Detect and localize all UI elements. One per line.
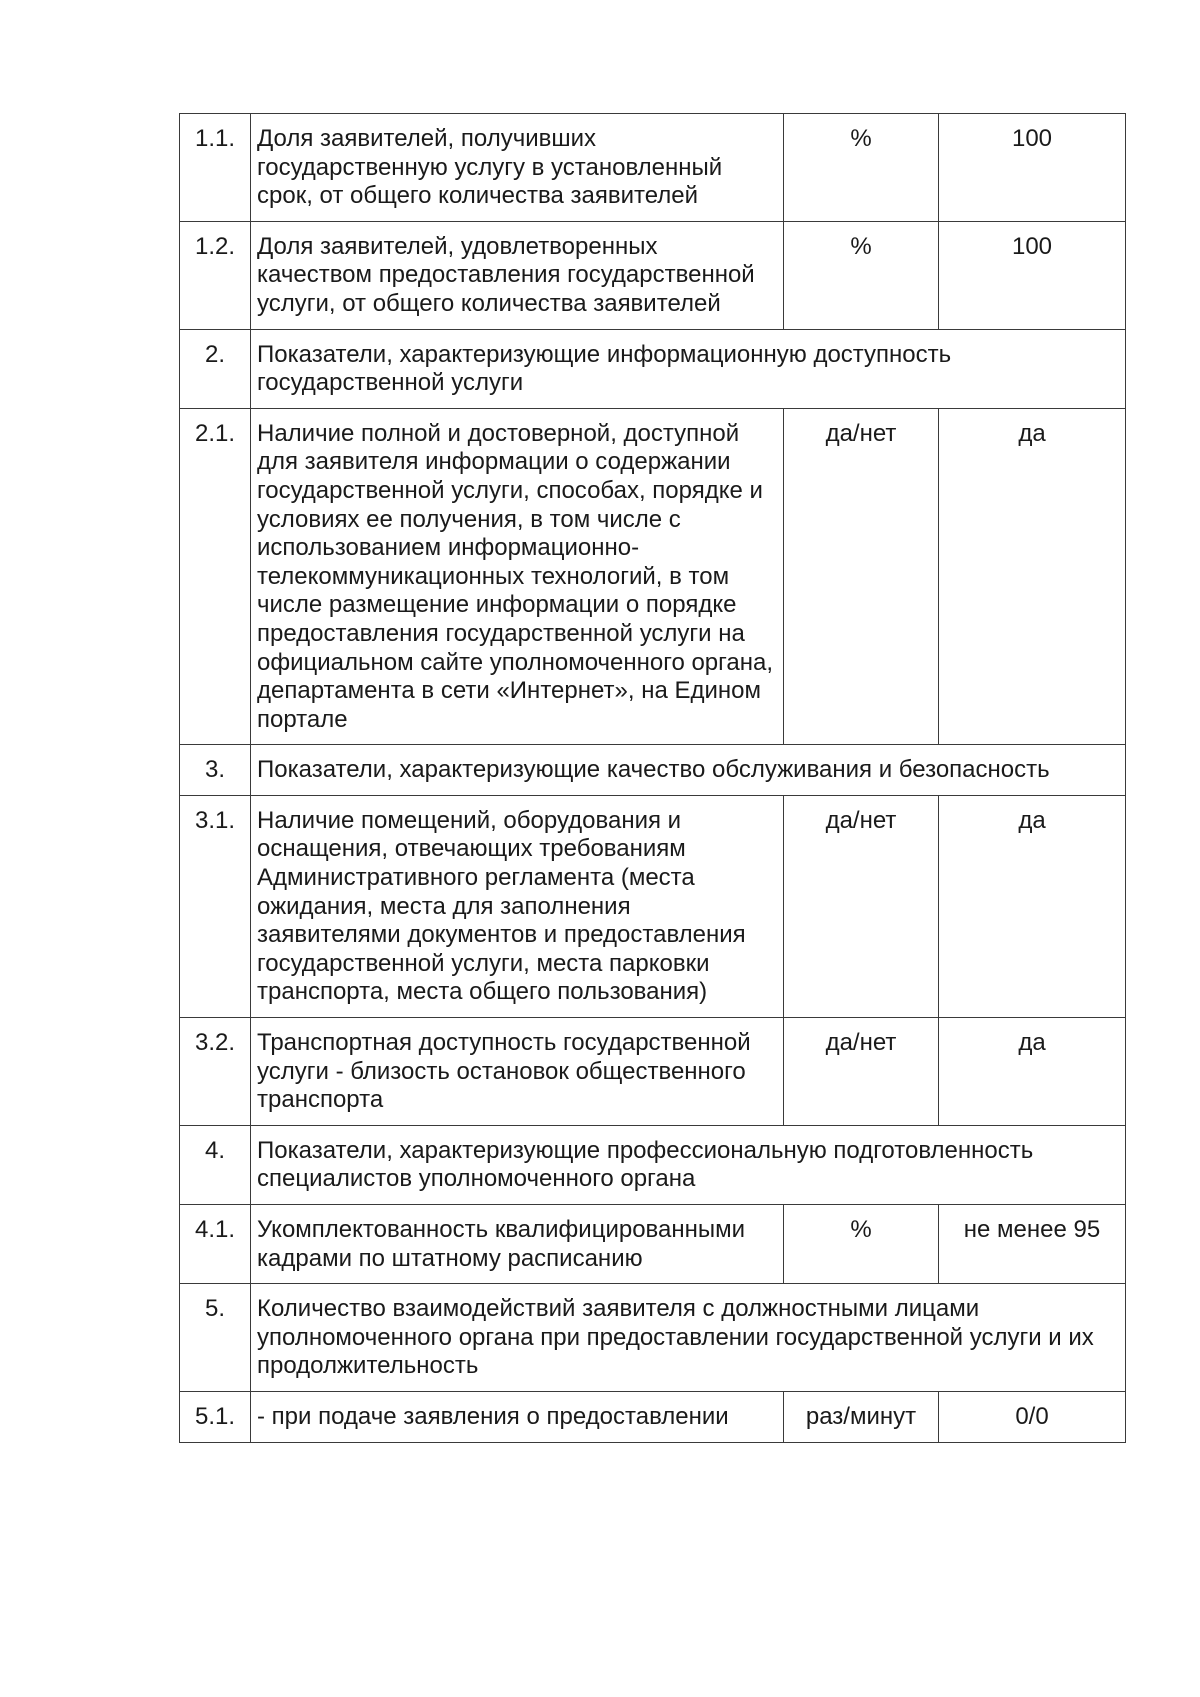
section-title: Количество взаимодействий заявителя с должностными лицами уполномоченного органа при предоставлении государственной услуги и их продолжительность [251,1284,1126,1392]
indicator-name: Доля заявителей, удовлетворенных качеством предоставления государственной услуги, от общего количества заявителей [251,221,784,329]
indicator-value: не менее 95 [939,1205,1126,1284]
indicator-unit: % [784,114,939,222]
indicator-value: 100 [939,221,1126,329]
section-row [180,1284,1126,1392]
section-number: 3. [180,745,251,796]
section-number: 2. [180,329,251,408]
section-number: 5. [180,1284,251,1392]
row-number: 5.1. [180,1391,251,1442]
table-row [180,221,1126,329]
section-title: Показатели, характеризующие информационную доступность государственной услуги [251,329,1126,408]
section-row [180,745,1126,796]
section-row [180,329,1126,408]
indicators-table [179,113,1126,1443]
indicator-name: Наличие помещений, оборудования и оснащения, отвечающих требованиям Административного регламента (места ожидания, места для заполнения заявителями документов и предоставления государственной услуги, места парковки транспорта, места общего пользования) [251,795,784,1017]
indicator-value: да [939,795,1126,1017]
section-title: Показатели, характеризующие профессиональную подготовленность специалистов уполномоченного органа [251,1125,1126,1204]
indicator-value: да [939,1018,1126,1126]
indicator-unit: да/нет [784,795,939,1017]
indicator-name: - при подаче заявления о предоставлении [251,1391,784,1442]
indicator-name: Наличие полной и достоверной, доступной для заявителя информации о содержании государственной услуги, способах, порядке и условиях ее получения, в том числе с использованием информационно-телекоммуникационных технологий, в том числе размещение информации о порядке предоставления государственной услуги на официальном сайте уполномоченного органа, департамента в сети «Интернет», на Едином портале [251,408,784,745]
section-title: Показатели, характеризующие качество обслуживания и безопасность [251,745,1126,796]
row-number: 2.1. [180,408,251,745]
table-row [180,114,1126,222]
indicator-unit: раз/минут [784,1391,939,1442]
row-number: 4.1. [180,1205,251,1284]
indicator-name: Укомплектованность квалифицированными кадрами по штатному расписанию [251,1205,784,1284]
section-number: 4. [180,1125,251,1204]
table-row [180,1205,1126,1284]
indicator-name: Транспортная доступность государственной услуги - близость остановок общественного транспорта [251,1018,784,1126]
indicator-value: 0/0 [939,1391,1126,1442]
row-number: 1.1. [180,114,251,222]
table-row [180,408,1126,745]
row-number: 3.1. [180,795,251,1017]
table-row [180,1391,1126,1442]
section-row [180,1125,1126,1204]
indicator-unit: да/нет [784,1018,939,1126]
table-row [180,1018,1126,1126]
table-row [180,795,1126,1017]
indicator-value: да [939,408,1126,745]
indicator-unit: % [784,1205,939,1284]
row-number: 1.2. [180,221,251,329]
indicator-unit: % [784,221,939,329]
indicator-value: 100 [939,114,1126,222]
indicator-unit: да/нет [784,408,939,745]
row-number: 3.2. [180,1018,251,1126]
indicator-name: Доля заявителей, получивших государственную услугу в установленный срок, от общего количества заявителей [251,114,784,222]
